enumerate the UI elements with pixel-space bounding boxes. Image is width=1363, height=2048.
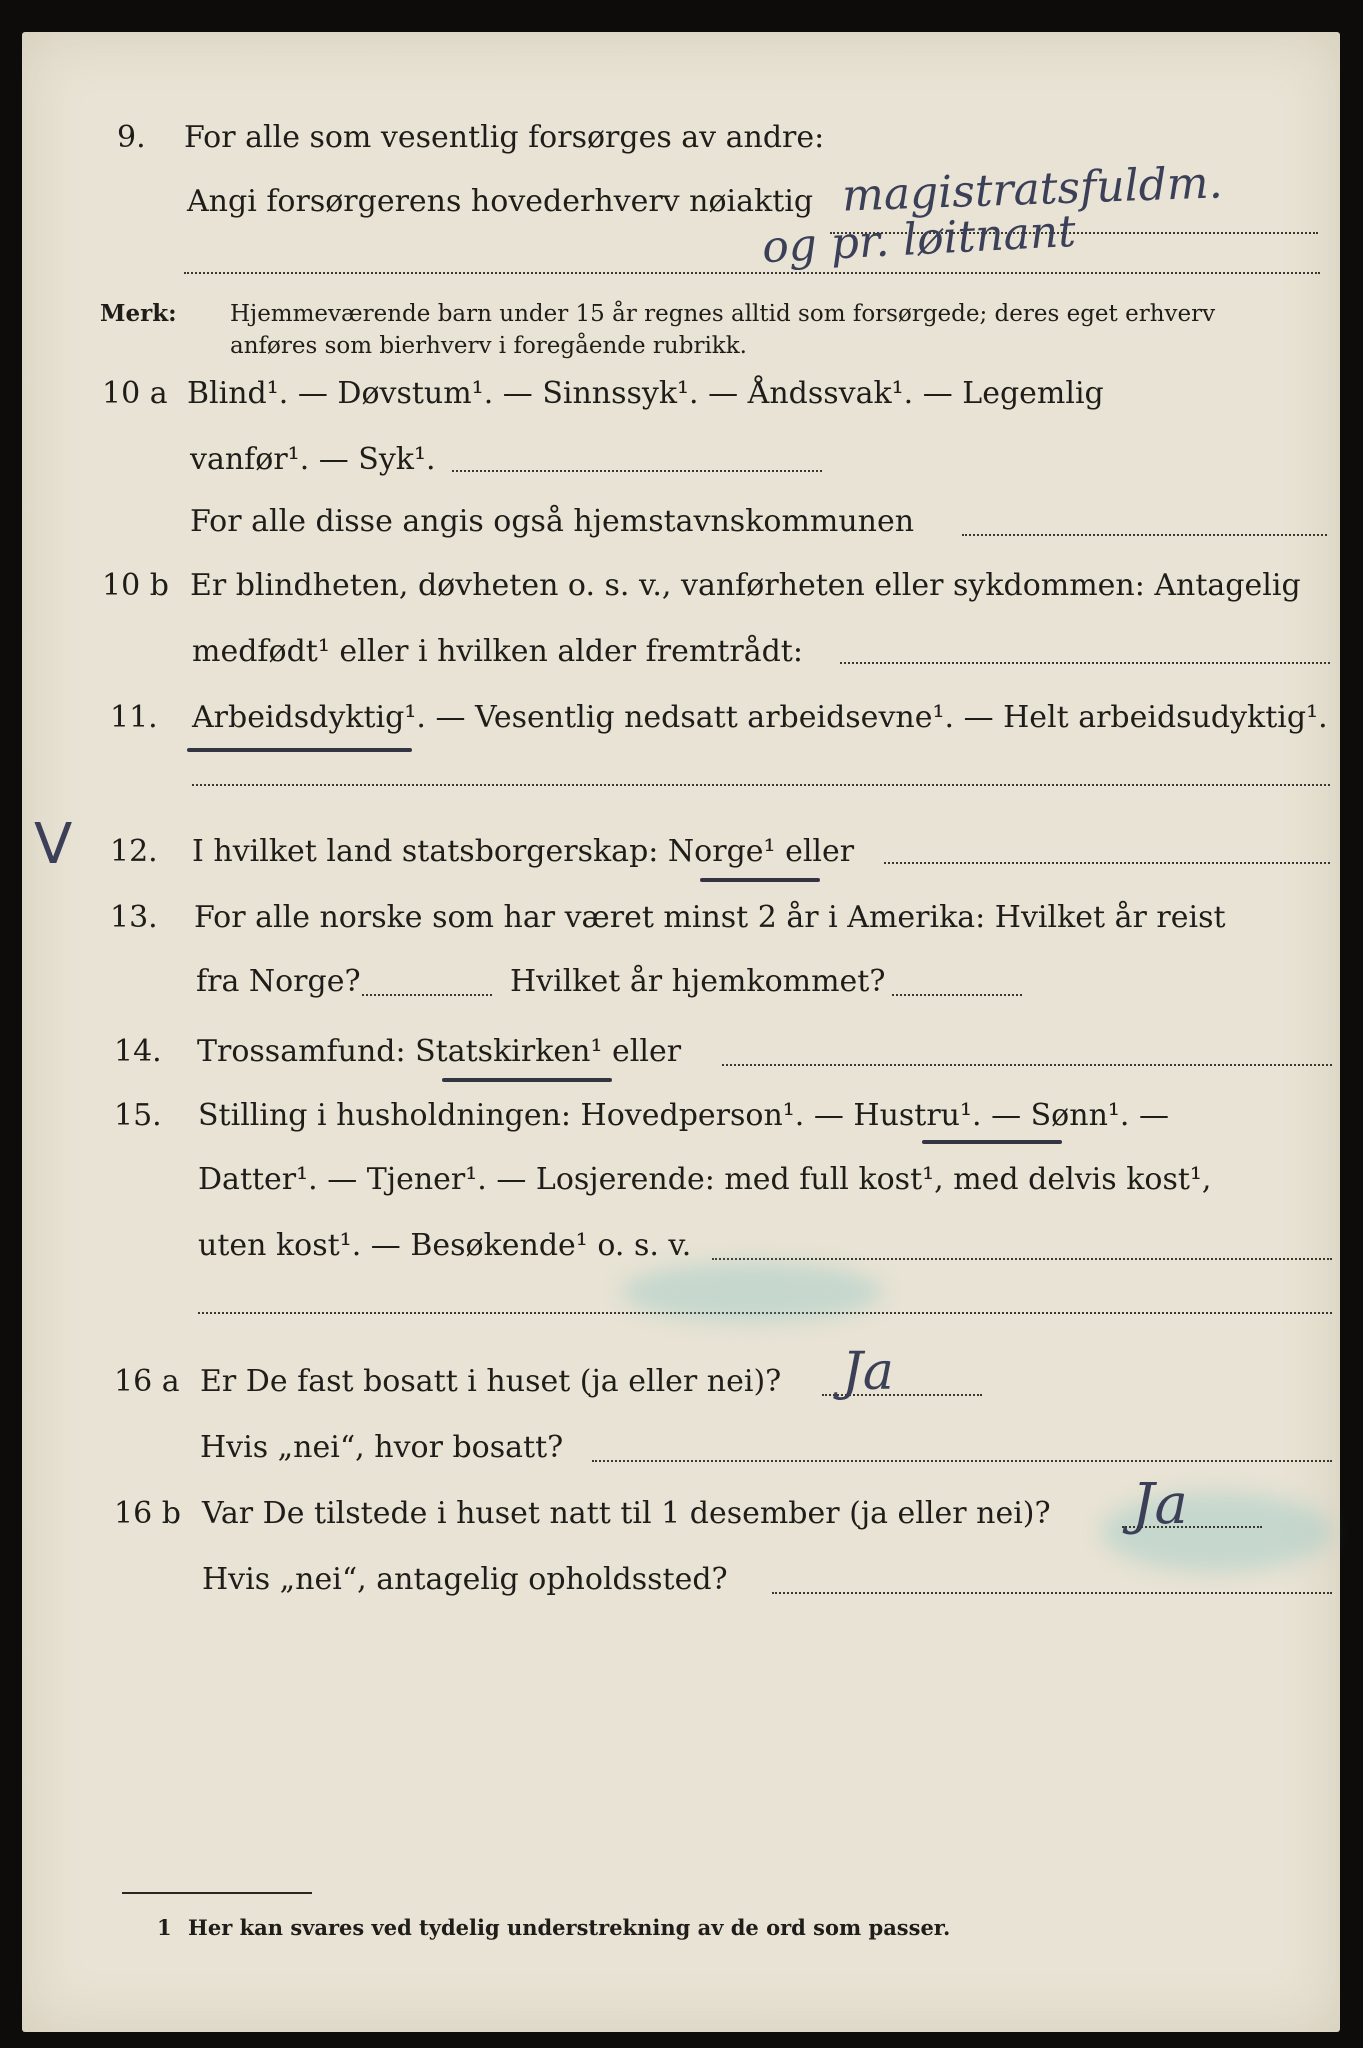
q9-handwritten-answer-1: magistratsfuldm. — [841, 157, 1224, 222]
q15-row-3 — [22, 1222, 1340, 1270]
q10a-line-1: Blind¹. — Døvstum¹. — Sinnssyk¹. — Åndssvak¹. — Legemlig — [187, 376, 1104, 411]
q13-row-2 — [22, 958, 1340, 1006]
q16b-handwritten-answer: Ja — [1132, 1472, 1188, 1537]
q13-hjemkommet-answer-line — [892, 994, 1022, 996]
q15-line-1: Stilling i husholdningen: Hovedperson¹. — Hustru¹. — Sønn¹. — — [198, 1098, 1169, 1133]
q14-number: 14. — [114, 1034, 162, 1069]
q10b-line-2: medfødt¹ eller i hvilken alder fremtrådt: — [192, 634, 803, 669]
q12-line-1: I hvilket land statsborgerskap: Norge¹ eller — [192, 834, 855, 869]
q12-number: 12. — [110, 834, 158, 869]
q10b-answer-line — [840, 662, 1330, 664]
q12-underline-norge — [700, 878, 820, 882]
q13-line-2a: fra Norge? — [196, 964, 361, 999]
q16a-bosatt-answer-line — [592, 1460, 1332, 1462]
q13-line-1: For alle norske som har været minst 2 år i Amerika: Hvilket år reist — [194, 900, 1226, 935]
q15-number: 15. — [114, 1098, 162, 1133]
q11-row-1 — [22, 694, 1340, 742]
q16b-opholdssted-answer-line — [772, 1592, 1332, 1594]
q10a-line-3: For alle disse angis også hjemstavnskommunen — [190, 504, 915, 539]
q10b-row-1 — [22, 562, 1340, 610]
q9-row-1 — [22, 114, 1340, 162]
q10b-row-2 — [22, 628, 1340, 676]
q9-number: 9. — [117, 120, 146, 155]
q10a-line-2: vanfør¹. — Syk¹. — [190, 442, 436, 477]
footnote-mark: 1 — [157, 1915, 172, 1940]
note-label: Merk: — [100, 300, 177, 327]
q15-line-2: Datter¹. — Tjener¹. — Losjerende: med full kost¹, med delvis kost¹, — [198, 1162, 1212, 1197]
q12-row-1 — [22, 828, 1340, 876]
q16b-row-2 — [22, 1556, 1340, 1604]
q14-underline-statskirken — [442, 1078, 612, 1082]
footnote-text: Her kan svares ved tydelig understrekning av de ord som passer. — [188, 1915, 951, 1940]
q9-line-1: For alle som vesentlig forsørges av andre: — [184, 120, 825, 155]
check-mark-icon: V — [34, 812, 73, 877]
q15-row-2 — [22, 1156, 1340, 1204]
q11-number: 11. — [110, 700, 158, 735]
q14-line-1: Trossamfund: Statskirken¹ eller — [197, 1034, 682, 1069]
q10a-row-2 — [22, 436, 1340, 484]
note-line-2: anføres som bierhverv i foregående rubrikk. — [230, 333, 747, 359]
q10b-number: 10 b — [102, 568, 169, 603]
q9-answer-line-2 — [184, 272, 1320, 274]
q15-answer-line-1 — [712, 1258, 1332, 1260]
q12-answer-line — [884, 862, 1330, 864]
q16a-handwritten-answer: Ja — [842, 1342, 894, 1402]
q10a-row-3 — [22, 498, 1340, 546]
q11-line-1: Arbeidsdyktig¹. — Vesentlig nedsatt arbeidsevne¹. — Helt arbeidsudyktig¹. — [192, 700, 1328, 735]
q13-reist-answer-line — [362, 994, 492, 996]
q16a-row-2 — [22, 1424, 1340, 1472]
q16b-number: 16 b — [114, 1496, 181, 1531]
q11-underline-arbeidsdyktig — [187, 748, 412, 752]
q15-underline-hustru — [922, 1140, 1062, 1144]
q9-handwritten-answer-2: og pr. løitnant — [760, 205, 1078, 274]
q16b-line-2: Hvis „nei“, antagelig opholdssted? — [202, 1562, 728, 1597]
footnote-row — [22, 1904, 1340, 1952]
q10a-row-1 — [22, 370, 1340, 418]
footnote-rule — [122, 1892, 312, 1894]
q9-line-2: Angi forsørgerens hovederhverv nøiaktig — [187, 184, 814, 219]
q16b-line-1: Var De tilstede i huset natt til 1 desember (ja eller nei)? — [202, 1496, 1051, 1531]
q10a-answer-line-2 — [962, 534, 1327, 536]
q16b-answer-line — [1122, 1526, 1262, 1528]
q15-line-3: uten kost¹. — Besøkende¹ o. s. v. — [198, 1228, 692, 1263]
q10a-answer-line-1 — [452, 470, 822, 472]
q16a-row-1 — [22, 1358, 1340, 1406]
q13-row-1 — [22, 894, 1340, 942]
census-form-page — [22, 32, 1340, 2032]
note-row-2 — [22, 322, 1340, 370]
q10a-number: 10 a — [102, 376, 168, 411]
q11-answer-line — [192, 784, 1330, 786]
q16a-line-2: Hvis „nei“, hvor bosatt? — [200, 1430, 564, 1465]
q13-number: 13. — [110, 900, 158, 935]
q16a-number: 16 a — [114, 1364, 180, 1399]
note-line-1: Hjemmeværende barn under 15 år regnes alltid som forsørgede; deres eget erhverv — [230, 301, 1216, 327]
q16a-line-1: Er De fast bosatt i huset (ja eller nei)? — [200, 1364, 782, 1399]
q15-row-1 — [22, 1092, 1340, 1140]
q10b-line-1: Er blindheten, døvheten o. s. v., vanførheten eller sykdommen: Antagelig — [190, 568, 1301, 603]
paper-stain — [622, 1262, 882, 1322]
q14-row-1 — [22, 1028, 1340, 1076]
q14-answer-line — [722, 1064, 1332, 1066]
q13-line-2b: Hvilket år hjemkommet? — [510, 964, 886, 999]
